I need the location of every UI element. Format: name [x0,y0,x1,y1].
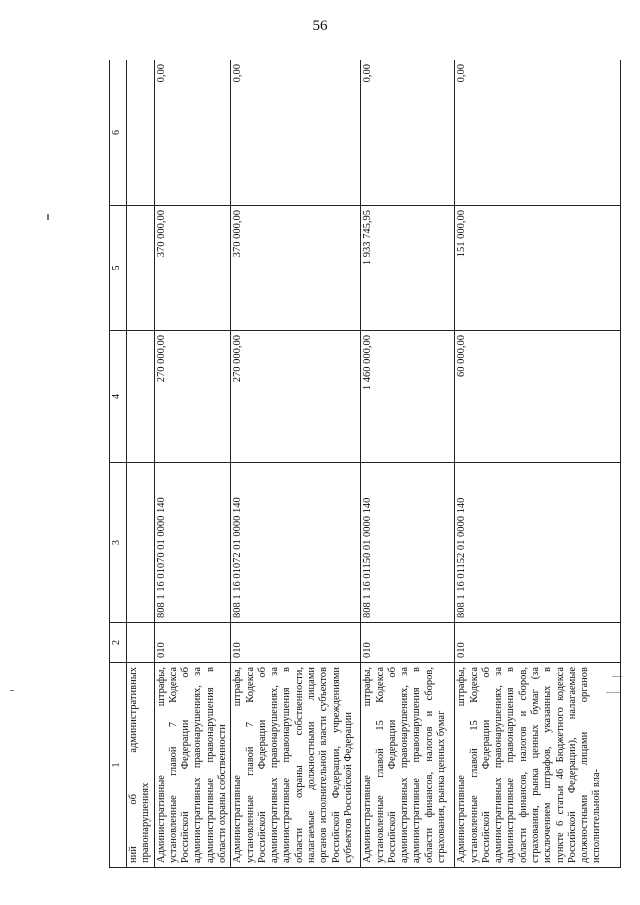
rotated-table-area [109,60,621,868]
row-value-5 [127,206,155,331]
table-row [154,60,231,868]
row-value-5: 151 000,00 [455,206,621,331]
row-kbk: 808 1 16 01150 01 0000 140 [361,463,455,623]
row-name: Административные штрафы, установленные главой 7 Кодекса Российской Федерации об административных правонарушениях, за административные правонарушения в области охраны собственности [154,663,231,868]
row-value-4: 1 460 000,00 [361,331,455,463]
row-value-5: 370 000,00 [231,206,361,331]
column-header-1: 1 [110,663,127,868]
row-value-4: 60 000,00 [455,331,621,463]
row-code: 010 [231,623,361,663]
table-rotator [109,60,621,868]
row-code [127,623,155,663]
table-row [361,60,455,868]
row-value-6: 0,00 [361,60,455,206]
row-code: 010 [455,623,621,663]
row-name: Административные штрафы, установленные главой 15 Кодекса Российской Федерации об административных правонарушениях, за административные правонарушения в области финансов, налогов и сборов, страхования, рынка ценных бумаг [361,663,455,868]
row-kbk: 808 1 16 01072 01 0000 140 [231,463,361,623]
row-value-4: 270 000,00 [154,331,231,463]
row-kbk: 808 1 16 01070 01 0000 140 [154,463,231,623]
column-header-6: 6 [110,60,127,206]
table-header-row [110,60,127,868]
column-header-2: 2 [110,623,127,663]
row-code: 010 [361,623,455,663]
scan-artifact [47,214,49,220]
table-row [455,60,621,868]
table-row [231,60,361,868]
row-value-5: 370 000,00 [154,206,231,331]
scan-artifact [10,690,14,691]
budget-table [109,60,621,868]
page-number: 56 [312,18,328,34]
column-header-3: 3 [110,463,127,623]
row-kbk: 808 1 16 01152 01 0000 140 [455,463,621,623]
row-value-4: 270 000,00 [231,331,361,463]
row-code: 010 [154,623,231,663]
column-header-5: 5 [110,206,127,331]
row-name: Административные штрафы, установленные главой 7 Кодекса Российской Федерации об административных правонарушениях, за административные правонарушения в области охраны собственности, налагаемые должностными лицами органов исполнительной власти субъектов Российской Федерации, учреждениями субъектов Российской Федерации [231,663,361,868]
row-value-4 [127,331,155,463]
table-row [127,60,155,868]
row-value-6 [127,60,155,206]
row-value-6: 0,00 [231,60,361,206]
row-kbk [127,463,155,623]
row-name: Административные штрафы, установленные главой 15 Кодекса Российской Федерации об административных правонарушениях, за административные правонарушения в области финансов, налогов и сборов, страхования, рынка ценных бумаг (за исключением штрафов, указанных в пункте 6 статьи 46 Бюджетного кодекса Российской Федерации), налагаемые должностными лицами органов исполнительной вла- [455,663,621,868]
column-header-4: 4 [110,331,127,463]
row-value-5: 1 933 745,95 [361,206,455,331]
row-name: ний об административных правонарушениях [127,663,155,868]
row-value-6: 0,00 [455,60,621,206]
row-value-6: 0,00 [154,60,231,206]
